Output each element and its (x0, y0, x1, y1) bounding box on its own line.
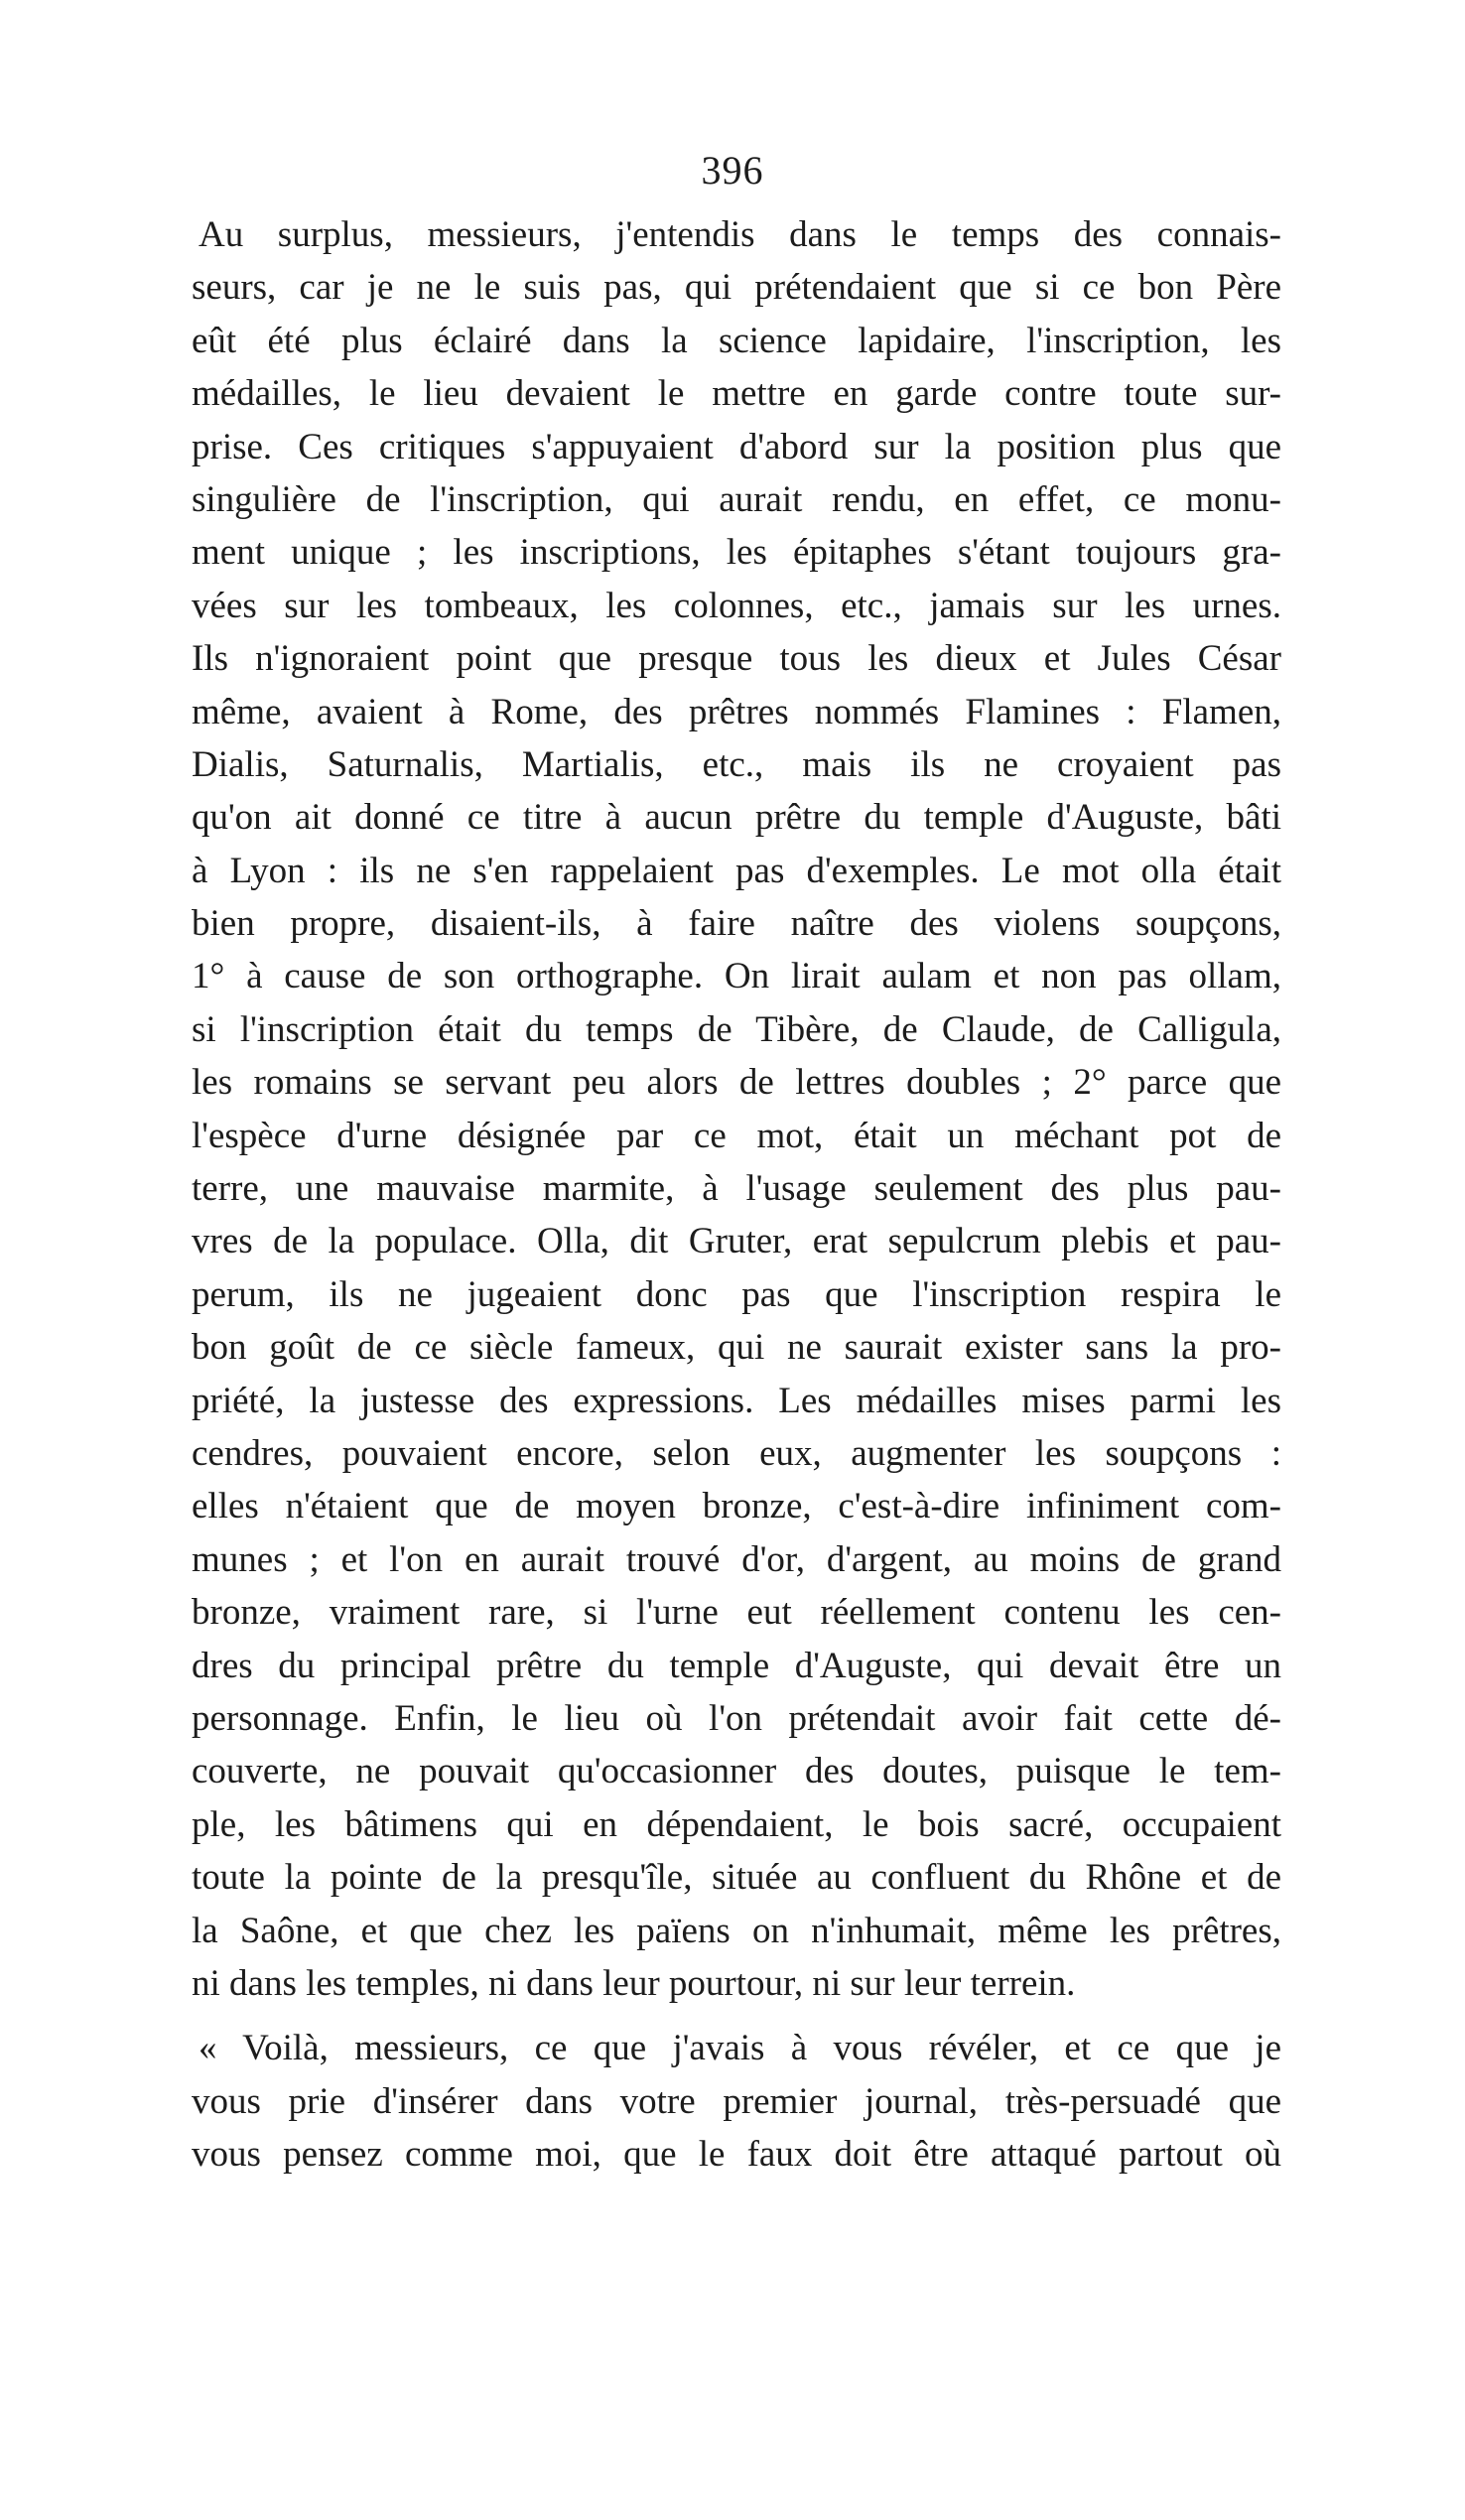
text-line: vous prie d'insérer dans votre premier journal, très-persuadé que (192, 2080, 1281, 2122)
text-line: Dialis, Saturnalis, Martialis, etc., mais ils ne croyaient pas (192, 743, 1281, 785)
text-line: toute la pointe de la presqu'île, située au confluent du Rhône et de (192, 1857, 1281, 1899)
paragraph-spacer (192, 2010, 1281, 2022)
text-line: les romains se servant peu alors de lettres doubles ; 2° parce que (192, 1062, 1281, 1104)
text-line: elles n'étaient que de moyen bronze, c'est-à-dire infiniment com- (192, 1486, 1281, 1527)
text-line: ment unique ; les inscriptions, les épitaphes s'étant toujours gra- (192, 532, 1281, 574)
text-line: singulière de l'inscription, qui aurait rendu, en effet, ce monu- (192, 478, 1281, 520)
text-line: bien propre, disaient-ils, à faire naître des violens soupçons, (192, 903, 1281, 945)
text-line: couverte, ne pouvait qu'occasionner des doutes, puisque le tem- (192, 1751, 1281, 1792)
text-line: eût été plus éclairé dans la science lapidaire, l'inscription, les (192, 320, 1281, 361)
text-line: cendres, pouvaient encore, selon eux, augmenter les soupçons : (192, 1432, 1281, 1474)
text-line: « Voilà, messieurs, ce que j'avais à vous révéler, et ce que je (199, 2028, 1281, 2069)
paragraph-2 (192, 2022, 1281, 2181)
text-line: terre, une mauvaise marmite, à l'usage seulement des plus pau- (192, 1168, 1281, 1210)
text-line: personnage. Enfin, le lieu où l'on prétendait avoir fait cette dé- (192, 1697, 1281, 1739)
text-line: Ils n'ignoraient point que presque tous les dieux et Jules César (192, 638, 1281, 680)
text-line: prise. Ces critiques s'appuyaient d'abord sur la position plus que (192, 426, 1281, 467)
text-line: vres de la populace. Olla, dit Gruter, erat sepulcrum plebis et pau- (192, 1221, 1281, 1262)
text-line: ni dans les temples, ni dans leur pourtour, ni sur leur terrein. (192, 1962, 1076, 2004)
text-line: seurs, car je ne le suis pas, qui prétendaient que si ce bon Père (192, 267, 1281, 309)
text-line: bon goût de ce siècle fameux, qui ne saurait exister sans la pro- (192, 1327, 1281, 1369)
text-line: Au surplus, messieurs, j'entendis dans le temps des connais- (199, 214, 1281, 255)
text-line: vous pensez comme moi, que le faux doit être attaqué partout où (192, 2134, 1281, 2176)
text-line: médailles, le lieu devaient le mettre en garde contre toute sur- (192, 373, 1281, 415)
text-line: bronze, vraiment rare, si l'urne eut réellement contenu les cen- (192, 1592, 1281, 1634)
text-line: à Lyon : ils ne s'en rappelaient pas d'exemples. Le mot olla était (192, 850, 1281, 891)
text-line: ple, les bâtimens qui en dépendaient, le bois sacré, occupaient (192, 1803, 1281, 1845)
text-line: qu'on ait donné ce titre à aucun prêtre du temple d'Auguste, bâti (192, 797, 1281, 839)
paragraph-1 (192, 208, 1281, 2010)
text-line: vées sur les tombeaux, les colonnes, etc., jamais sur les urnes. (192, 585, 1281, 626)
text-line: la Saône, et que chez les païens on n'inhumait, même les prêtres, (192, 1910, 1281, 1951)
page-body (192, 208, 1281, 2181)
text-line: même, avaient à Rome, des prêtres nommés Flamines : Flamen, (192, 691, 1281, 732)
text-line: l'espèce d'urne désignée par ce mot, était un méchant pot de (192, 1115, 1281, 1156)
text-line: perum, ils ne jugeaient donc pas que l'inscription respira le (192, 1273, 1281, 1315)
text-line: si l'inscription était du temps de Tibère, de Claude, de Calligula, (192, 1008, 1281, 1050)
text-line: priété, la justesse des expressions. Les médailles mises parmi les (192, 1380, 1281, 1421)
text-line: 1° à cause de son orthographe. On lirait aulam et non pas ollam, (192, 956, 1281, 997)
text-line: munes ; et l'on en aurait trouvé d'or, d'argent, au moins de grand (192, 1538, 1281, 1580)
text-line: dres du principal prêtre du temple d'Auguste, qui devait être un (192, 1645, 1281, 1686)
page-number: 396 (701, 148, 764, 193)
